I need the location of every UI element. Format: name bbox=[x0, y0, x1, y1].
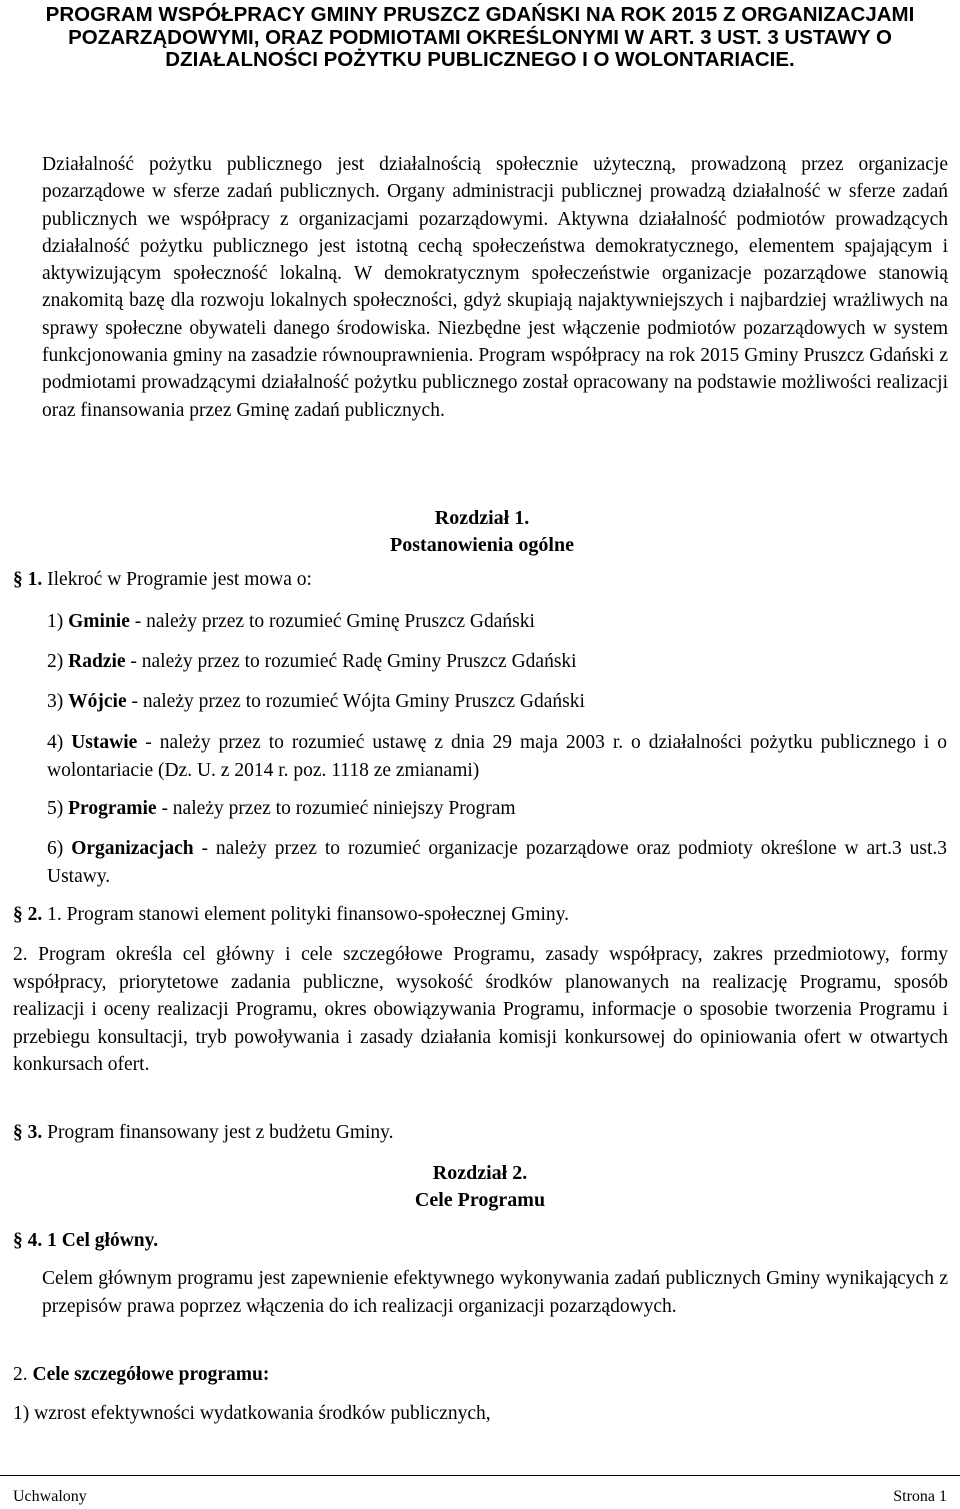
intro-paragraph: Działalność pożytku publicznego jest działalnością społecznie użyteczną, prowadzoną przez organizacje pozarządowe w sferze zadań publicznych. Organy administracji publicznej prowadzą działalność w sferze zadań publicznych we współpracy z organizacjami pozarządowymi. Aktywna działalność podmiotów prowadzących działalność pożytku publicznego jest istotną cechą społeczeństwa demokratycznego, elementem spajającym i aktywizującym społeczność lokalną. W demokratycznym społeczeństwie organizacje pozarządowe stanowią znakomitą bazę dla rozwoju lokalnych społeczności, gdyż skupiają najaktywniejszych i najbardziej wrażliwych na sprawy społeczne obywateli danego środowiska. Niezbędne jest włączenie podmiotów pozarządowych w system funkcjonowania gminy na zasadzie równouprawnienia. Program współpracy na rok 2015 Gminy Pruszcz Gdański z podmiotami prowadzącymi działalność pożytku publicznego został opracowany na podstawie możliwości realizacji oraz finansowania przez Gminę zadań publicznych. bbox=[42, 154, 948, 421]
definition-item: 3) Wójcie - należy przez to rozumieć Wójta Gminy Pruszcz Gdański bbox=[47, 691, 585, 712]
section-2-paragraph-2: 2. Program określa cel główny i cele szczegółowe Programu, zasady współpracy, zakres przedmiotowy, formy współpracy, priorytetowe zadania publiczne, wysokość środków planowanych na realizację Programu, sposób realizacji i oceny realizacji Programu, okres obowiązywania Programu, informacje o sposobie tworzenia Programu i przebiegu konsultacji, tryb powoływania i zasady działania komisji konkursowej do opiniowania ofert w otwartych konkursach ofert. bbox=[13, 944, 948, 1076]
footer-page-number: Strona 1 bbox=[893, 1488, 947, 1505]
footer-status: Uchwalony bbox=[13, 1488, 87, 1505]
section-1-number: 1. bbox=[27, 569, 43, 590]
section-sign: § bbox=[13, 1230, 23, 1251]
chapter-1-name: Postanowienia ogólne bbox=[390, 534, 574, 556]
section-3: § 3. Program finansowany jest z budżetu Gminy. bbox=[13, 1122, 394, 1143]
section-4-paragraph-2: 2. Cele szczegółowe programu: bbox=[13, 1364, 270, 1385]
section-2-paragraph-1: § 2. 1. Program stanowi element polityki finansowo-społecznej Gminy. bbox=[13, 904, 570, 925]
definition-item: 4) Ustawie - należy przez to rozumieć ustawę z dnia 29 maja 2003 r. o działalności pożytku publicznego i o wolontariacie (Dz. U. z 2014 r. poz. 1118 ze zmianami) bbox=[47, 732, 948, 781]
chapter-2-name: Cele Programu bbox=[414, 1189, 546, 1211]
definition-item: 6) Organizacjach - należy przez to rozumieć organizacje pozarządowe oraz podmioty określone w art.3 ust.3 Ustawy. bbox=[47, 838, 947, 887]
definition-term: Radzie bbox=[68, 651, 126, 672]
section-sign: § bbox=[13, 1122, 23, 1143]
definition-term: Organizacjach bbox=[71, 838, 194, 859]
section-3-number: 3. bbox=[27, 1122, 43, 1143]
document-title: PROGRAM WSPÓŁPRACY GMINY PRUSZCZ GDAŃSKI NA ROK 2015 Z ORGANIZACJAMI POZARZĄDOWYMI, ORAZ PODMIOTAMI OKREŚLONYMI W ART. 3 UST. 3 USTAWY O DZIAŁALNOŚCI POŻYTKU PUBLICZNEGO I O WOLONTARIACIE. bbox=[45, 3, 915, 71]
definition-text: - należy przez to rozumieć niniejszy Program bbox=[156, 798, 516, 819]
definition-term: Programie bbox=[68, 798, 157, 819]
definition-term: Gminie bbox=[68, 611, 130, 632]
definition-item: 5) Programie - należy przez to rozumieć niniejszy Program bbox=[47, 798, 516, 819]
chapter-1-number: Rozdział 1. bbox=[434, 507, 530, 529]
definition-term: Ustawie bbox=[71, 732, 138, 753]
footer-divider bbox=[0, 1475, 960, 1476]
chapter-2-heading bbox=[380, 1160, 580, 1214]
definition-text: - należy przez to rozumieć ustawę z dnia 29 maja 2003 r. o działalności pożytku publicznego i o wolontariacie (Dz. U. z 2014 r. poz. 1118 ze zmianami) bbox=[47, 732, 948, 781]
section-sign: § bbox=[13, 569, 23, 590]
section-1-text: Ilekroć w Programie jest mowa o: bbox=[47, 569, 312, 590]
chapter-2-number: Rozdział 2. bbox=[432, 1162, 528, 1184]
section-4-heading: § 4. 1 Cel główny. bbox=[13, 1230, 159, 1251]
section-4-paragraph-1: Celem głównym programu jest zapewnienie efektywnego wykonywania zadań publicznych Gminy wynikających z przepisów prawa poprzez włączenia do ich realizacji organizacji pozarządowych. bbox=[42, 1268, 948, 1317]
definition-text: - należy przez to rozumieć Gminę Pruszcz Gdański bbox=[129, 611, 535, 632]
definition-text: - należy przez to rozumieć Wójta Gminy Pruszcz Gdański bbox=[126, 691, 585, 712]
section-2-number: 2. bbox=[27, 904, 43, 925]
section-4-item-1: 1) wzrost efektywności wydatkowania środków publicznych, bbox=[13, 1403, 491, 1424]
section-4-number: 4. bbox=[27, 1230, 43, 1251]
section-sign: § bbox=[13, 904, 23, 925]
definition-item: 1) Gminie - należy przez to rozumieć Gminę Pruszcz Gdański bbox=[47, 611, 535, 632]
section-1 bbox=[13, 566, 312, 594]
definition-term: Wójcie bbox=[68, 691, 127, 712]
definition-item: 2) Radzie - należy przez to rozumieć Radę Gminy Pruszcz Gdański bbox=[47, 651, 577, 672]
definition-text: - należy przez to rozumieć organizacje pozarządowe oraz podmioty określone w art.3 ust.3 Ustawy. bbox=[47, 838, 947, 887]
definition-text: - należy przez to rozumieć Radę Gminy Pruszcz Gdański bbox=[125, 651, 577, 672]
chapter-1-heading bbox=[372, 505, 592, 559]
